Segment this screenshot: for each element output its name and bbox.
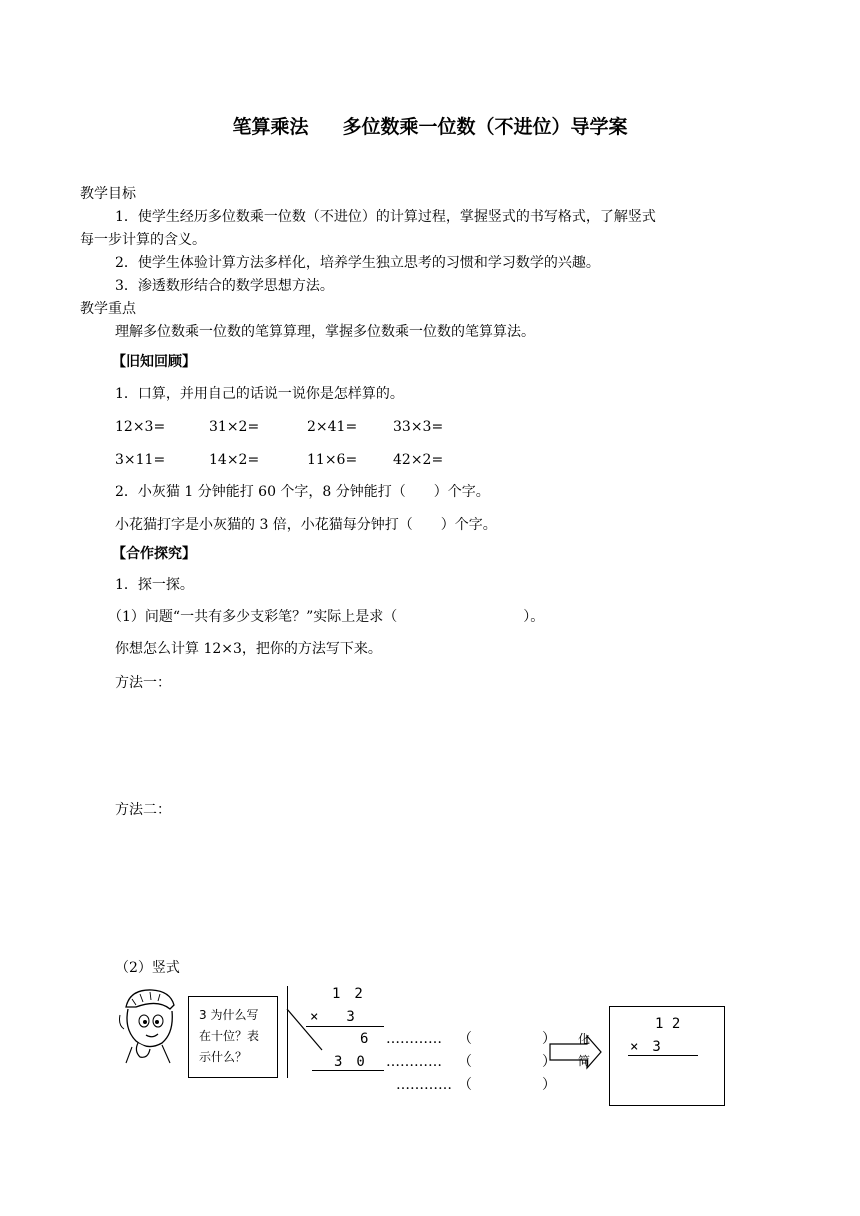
title-part1: 笔算乘法 — [232, 116, 309, 138]
answer-blank-2[interactable]: （ ） — [458, 1054, 556, 1070]
calc-cell: 3×11= — [115, 452, 166, 468]
calc-cell: 31×2= — [209, 419, 260, 435]
vertical-rule-1 — [306, 1026, 384, 1027]
simplified-mul: × 3 — [630, 1039, 661, 1055]
review-q1: 1．口算，并用自己的话说一说你是怎样算的。 — [115, 386, 404, 402]
answer-blank-1[interactable]: （ ） — [458, 1031, 556, 1047]
key-heading: 教学重点 — [80, 301, 136, 317]
review-q3: 小花猫打字是小灰猫的 3 倍，小花猫每分钟打（ ）个字。 — [115, 517, 497, 533]
vertical-result-2: 3 0 — [334, 1054, 365, 1070]
cartoon-boy-illustration — [118, 985, 180, 1065]
goal-item-1: 1．使学生经历多位数乘一位数（不进位）的计算过程，掌握竖式的书写格式，了解竖式 — [115, 209, 656, 225]
calc-cell: 42×2= — [393, 452, 444, 468]
vertical-label: （2）竖式 — [115, 960, 180, 976]
review-heading: 【旧知回顾】 — [112, 354, 196, 370]
title-part2: 多位数乘一位数（不进位）导学案 — [342, 116, 628, 138]
vertical-rule-2 — [312, 1070, 384, 1071]
dots-1: ………… — [386, 1031, 442, 1047]
calc-cell: 14×2= — [209, 452, 260, 468]
simplified-box — [609, 1006, 725, 1106]
calc-cell: 12×3= — [115, 419, 166, 435]
simplify-arrow-icon — [549, 1034, 603, 1070]
vertical-result-1: 6 — [360, 1031, 369, 1047]
question-box — [188, 996, 278, 1078]
page-title — [0, 118, 860, 136]
calc-cell: 2×41= — [307, 419, 358, 435]
goal-item-3: 3．渗透数形结合的数学思想方法。 — [115, 278, 334, 294]
review-q2: 2．小灰猫 1 分钟能打 60 个字，8 分钟能打（ ）个字。 — [115, 484, 490, 500]
explore-s3: 你想怎么计算 12×3，把你的方法写下来。 — [115, 641, 382, 657]
goal-item-2: 2．使学生体验计算方法多样化，培养学生独立思考的习惯和学习数学的兴趣。 — [115, 255, 600, 271]
question-line-3: 示什么？ — [199, 1050, 248, 1064]
explore-heading: 【合作探究】 — [112, 546, 196, 562]
calc-cell: 11×6= — [307, 452, 358, 468]
answer-blank-3[interactable]: （ ） — [458, 1077, 556, 1093]
simplified-top: 1 2 — [655, 1016, 681, 1032]
goal-item-1-cont: 每一步计算的含义。 — [80, 232, 206, 248]
simplify-label: 化简 — [578, 1032, 591, 1068]
calc-cell: 33×3= — [393, 419, 444, 435]
explore-s2: （1）问题“一共有多少支彩笔？”实际上是求（ ）。 — [108, 609, 545, 625]
goals-heading: 教学目标 — [80, 186, 136, 202]
simplified-rule — [628, 1055, 698, 1056]
vertical-top: 1 2 — [332, 986, 363, 1002]
explore-s1: 1．探一探。 — [115, 577, 194, 593]
key-text: 理解多位数乘一位数的笔算算理，掌握多位数乘一位数的笔算算法。 — [115, 324, 535, 340]
dots-2: ………… — [386, 1054, 442, 1070]
vertical-mul: × 3 — [310, 1009, 355, 1025]
method-one-label: 方法一： — [115, 675, 171, 691]
dots-3: ………… — [396, 1077, 452, 1093]
question-line-1: 3 为什么写 — [199, 1008, 259, 1022]
question-line-2: 在十位？表 — [199, 1029, 260, 1043]
method-two-label: 方法二： — [115, 802, 171, 818]
